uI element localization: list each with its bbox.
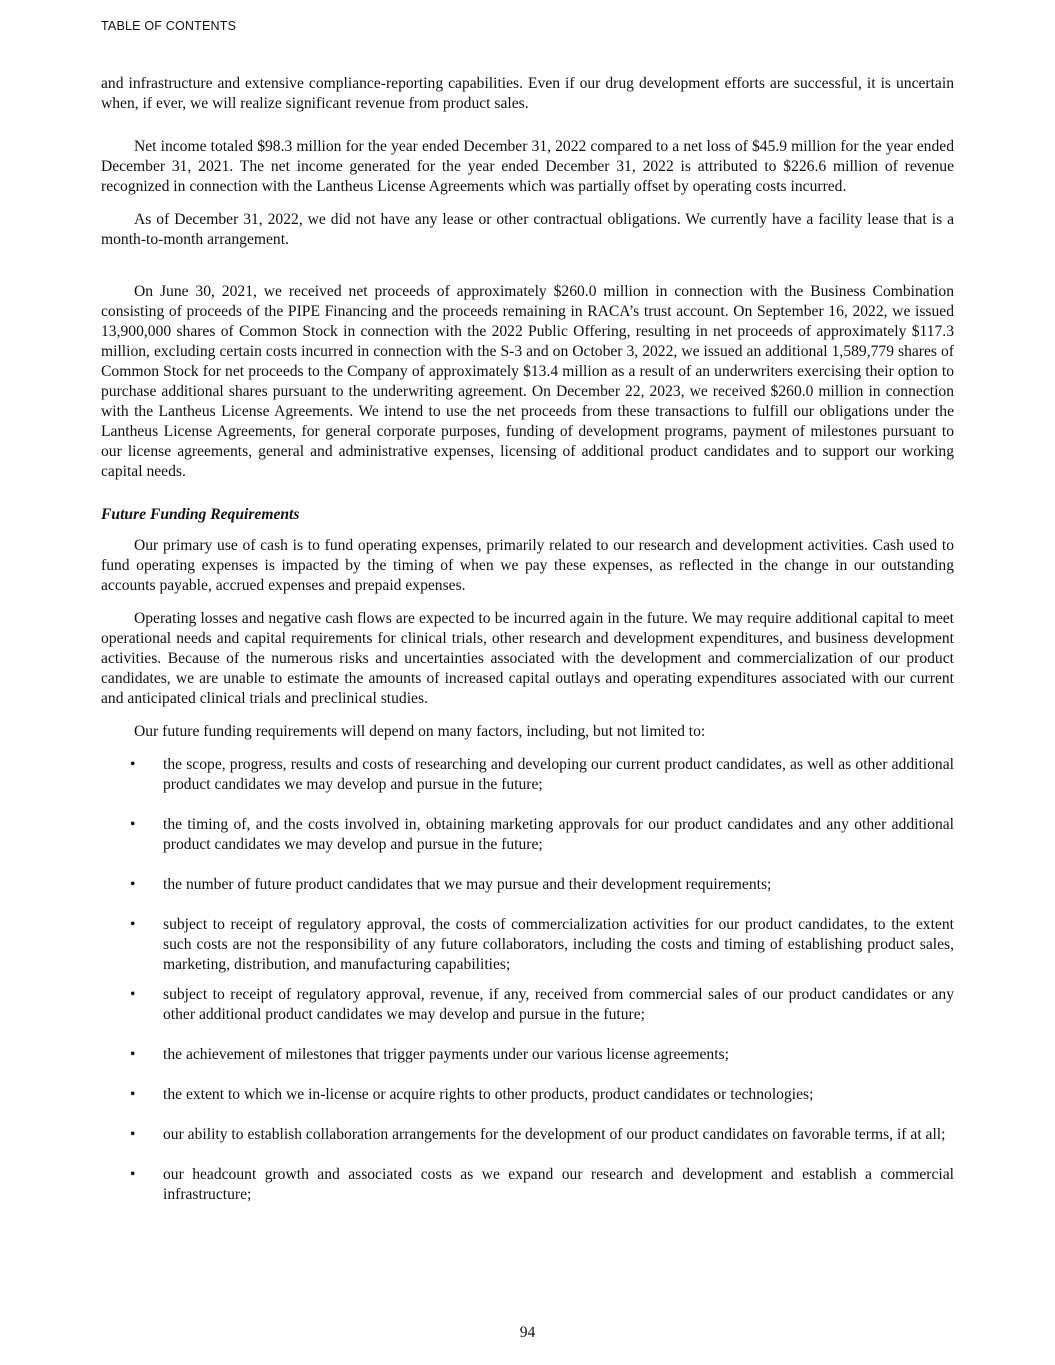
list-item-text: the extent to which we in-license or acquire rights to other products, product candidates or technologies;: [163, 1086, 814, 1103]
list-item: [101, 1125, 954, 1145]
list-item-text: subject to receipt of regulatory approval, revenue, if any, received from commercial sales of our product candidates or any other additional product candidates we may develop and pursue in the future;: [163, 986, 954, 1023]
paragraph-funding-factors-intro: Our future funding requirements will depend on many factors, including, but not limited to:: [134, 723, 706, 740]
paragraph-lease: As of December 31, 2022, we did not have any lease or other contractual obligations. We currently have a facility lease that is a month-to-month arrangement.: [101, 211, 954, 248]
list-item-text: the timing of, and the costs involved in, obtaining marketing approvals for our product candidates and any other additional product candidates we may develop and pursue in the future;: [163, 816, 954, 853]
paragraph-operating-losses: Operating losses and negative cash flows are expected to be incurred again in the future. We may require additional capital to meet operational needs and capital requirements for clinical trials, other research and development expenditures, and business development activities. Because of the numerous risks and uncertainties associated with the development and commercialization of our product candidates, we are unable to estimate the amounts of increased capital outlays and operating expenditures associated with our current and anticipated clinical trials and preclinical studies.: [101, 610, 954, 707]
list-item-text: our headcount growth and associated costs as we expand our research and development and establish a commercial infrastructure;: [163, 1166, 954, 1203]
table-of-contents-link[interactable]: TABLE OF CONTENTS: [101, 19, 237, 33]
paragraph-proceeds: On June 30, 2021, we received net proceeds of approximately $260.0 million in connection with the Business Combination consisting of proceeds of the PIPE Financing and the proceeds remaining in RACA’s trust account. On September 16, 2022, we issued 13,900,000 shares of Common Stock in connection with the 2022 Public Offering, resulting in net proceeds of approximately $117.3 million, excluding certain costs incurred in connection with the S-3 and on October 3, 2022, we issued an additional 1,589,779 shares of Common Stock for net proceeds to the Company of approximately $13.4 million as a result of an underwriters exercising their option to purchase additional shares pursuant to the underwriting agreement. On December 22, 2023, we received $260.0 million in connection with the Lantheus License Agreements. We intend to use the net proceeds from these transactions to fulfill our obligations under the Lantheus License Agreements, for general corporate purposes, funding of development programs, payment of milestones pursuant to our license agreements, general and administrative expenses, licensing of additional product candidates and to support our working capital needs.: [101, 283, 954, 480]
paragraph-compliance: and infrastructure and extensive compliance-reporting capabilities. Even if our drug development efforts are successful, it is uncertain when, if ever, we will realize significant revenue from product sales.: [101, 75, 954, 112]
list-item-text: our ability to establish collaboration arrangements for the development of our product candidates on favorable terms, if at all;: [163, 1126, 946, 1143]
list-item: [101, 755, 954, 795]
bullet-icon: •: [130, 986, 136, 1003]
bullet-icon: •: [130, 916, 136, 933]
list-item-text: the number of future product candidates that we may pursue and their development requirements;: [163, 876, 772, 893]
bullet-icon: •: [130, 1046, 136, 1063]
bullet-icon: •: [130, 816, 136, 833]
list-item: [101, 1165, 954, 1205]
paragraph-net-income: Net income totaled $98.3 million for the year ended December 31, 2022 compared to a net loss of $45.9 million for the year ended December 31, 2021. The net income generated for the year ended December 31, 2022 is attributed to $226.6 million of revenue recognized in connection with the Lantheus License Agreements which was partially offset by operating costs incurred.: [101, 138, 954, 195]
bullet-icon: •: [130, 1166, 136, 1183]
list-item-text: the achievement of milestones that trigger payments under our various license agreements;: [163, 1046, 729, 1063]
paragraph-cash-use: Our primary use of cash is to fund operating expenses, primarily related to our research and development activities. Cash used to fund operating expenses is impacted by the timing of when we pay these expenses, as reflected in the change in our outstanding accounts payable, accrued expenses and prepaid expenses.: [101, 537, 954, 594]
page-body: [101, 74, 954, 1225]
list-item: [101, 985, 954, 1025]
list-item-text: the scope, progress, results and costs of researching and developing our current product candidates, as well as other additional product candidates we may develop and pursue in the future;: [163, 756, 954, 793]
list-item-text: subject to receipt of regulatory approval, the costs of commercialization activities for our product candidates, to the extent such costs are not the responsibility of any future collaborators, including the costs and timing of establishing product sales, marketing, distribution, and manufacturing capabilities;: [163, 916, 954, 973]
list-item: [101, 915, 954, 975]
page-number: 94: [519, 1324, 536, 1341]
list-item: [101, 815, 954, 855]
bullet-icon: •: [130, 876, 136, 893]
list-item: [101, 1045, 954, 1065]
bullet-icon: •: [130, 1126, 136, 1143]
bullet-icon: •: [130, 1086, 136, 1103]
section-heading-future-funding: Future Funding Requirements: [101, 506, 300, 523]
list-item: [101, 875, 954, 895]
list-item: [101, 1085, 954, 1105]
bullet-icon: •: [130, 756, 136, 773]
funding-factors-list: [101, 755, 954, 1205]
